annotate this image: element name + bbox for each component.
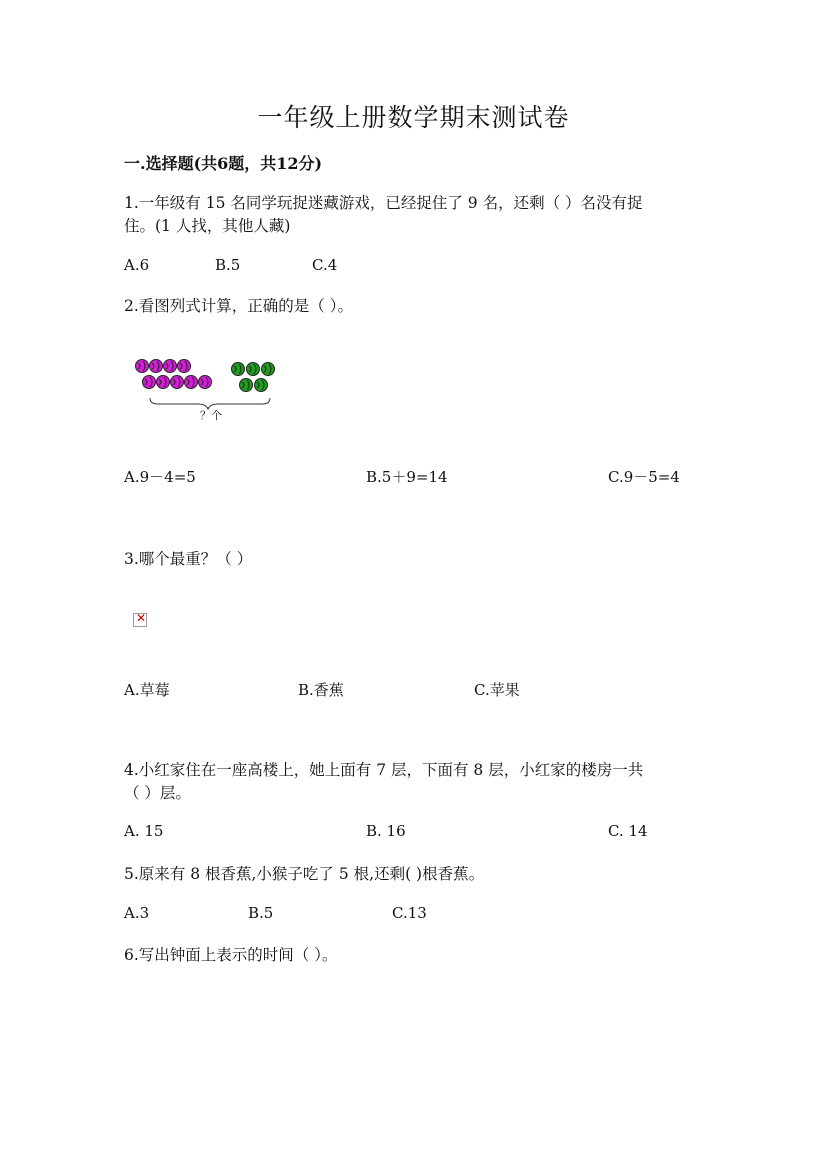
purple-ball [178,360,191,373]
question-1-option-b: B.5 [215,256,241,274]
page-title: 一年级上册数学期末测试卷 [257,103,570,132]
question-4-option-b: B. 16 [366,822,406,840]
purple-ball [171,376,184,389]
balls-figure [132,356,292,426]
broken-image-icon: ✕ [133,613,147,627]
question-2-option-b: B.5＋9=14 [366,468,448,486]
green-ball [262,363,275,376]
green-ball [247,363,260,376]
purple-ball [199,376,212,389]
green-ball [240,379,253,392]
brace-icon [150,398,270,409]
green-ball [232,363,245,376]
question-2-line-1: 2.看图列式计算，正确的是（ ）。 [124,297,353,315]
question-1-line-1: 1.一年级有 15 名同学玩捉迷藏游戏，已经捉住了 9 名，还剩（ ）名没有捉 [124,194,643,212]
purple-ball [143,376,156,389]
question-2-option-c: C.9－5=4 [608,468,680,486]
question-5-option-c: C.13 [392,904,427,922]
question-3-line-1: 3.哪个最重？（ ） [124,550,253,568]
question-5-option-b: B.5 [248,904,274,922]
question-6-line-1: 6.写出钟面上表示的时间（ ）。 [124,946,338,964]
purple-ball [157,376,170,389]
question-5-line-1: 5.原来有 8 根香蕉,小猴子吃了 5 根,还剩( )根香蕉。 [124,865,485,883]
question-4-option-a: A. 15 [124,822,164,840]
question-5-option-a: A.3 [124,904,150,922]
question-4-line-2: （ ）层。 [124,784,191,802]
section-heading: 一.选择题(共6题，共12分) [124,154,323,173]
purple-ball [185,376,198,389]
question-3-option-c: C.苹果 [474,681,520,699]
question-1-option-c: C.4 [312,256,338,274]
green-balls-group [232,363,275,392]
purple-ball [150,360,163,373]
green-ball [255,379,268,392]
question-1-line-2: 住。(1 人找，其他人藏) [124,217,291,235]
purple-ball [136,360,149,373]
figure-label: ？个 [200,409,222,422]
question-3-option-b: B.香蕉 [298,681,344,699]
question-1-option-a: A.6 [124,256,150,274]
question-4-line-1: 4.小红家住在一座高楼上，她上面有 7 层，下面有 8 层，小红家的楼房一共 [124,761,644,779]
question-2-option-a: A.9－4=5 [124,468,196,486]
purple-ball [164,360,177,373]
purple-balls-group [136,360,212,389]
question-3-option-a: A.草莓 [124,681,170,699]
question-4-option-c: C. 14 [608,822,648,840]
